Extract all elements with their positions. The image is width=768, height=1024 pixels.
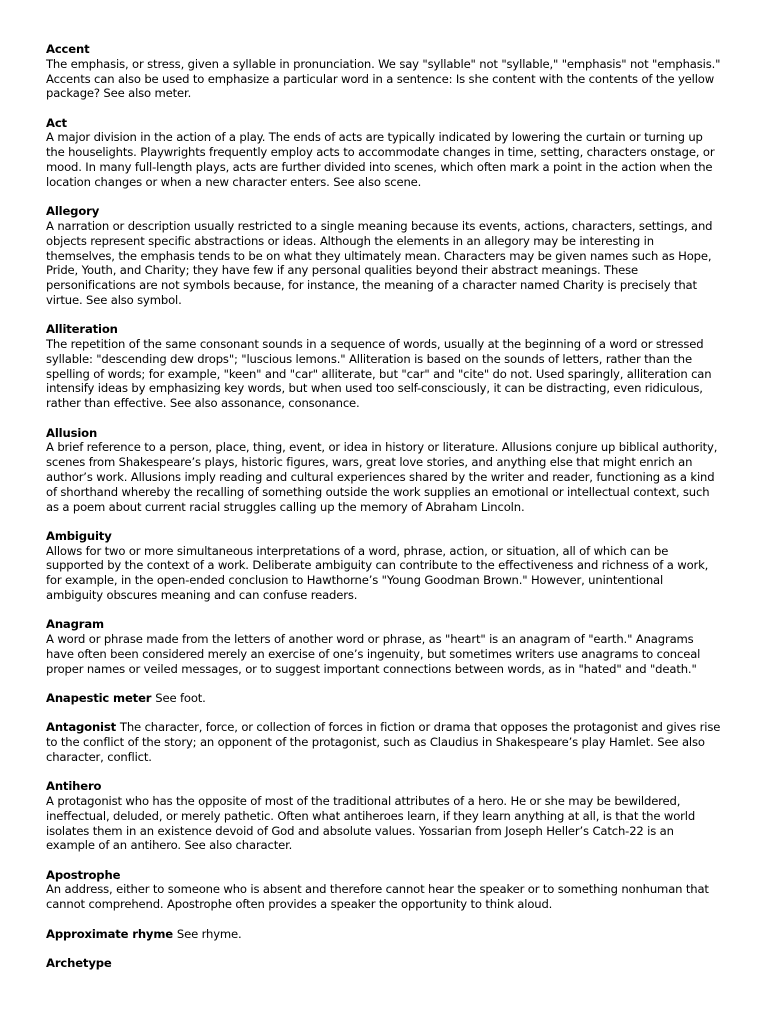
glossary-entry-antihero (46, 779, 722, 853)
term-heading: Allusion (46, 425, 98, 440)
term-definition: A brief reference to a person, place, thing, event, or idea in history or literature. Allusions conjure up biblical authority, scenes from Shakespeare’s plays, historic figures, wars, great love stories, and anything else that might enrich an author’s work. Allusions imply reading and cultural experiences shared by the writer and reader, functioning as a kind of shorthand whereby the recalling of something outside the work supplies an emotional or intellectual context, such as a poem about current racial struggles calling up the memory of Abraham Lincoln. (46, 440, 718, 514)
term-heading: Apostrophe (46, 867, 121, 882)
term-definition: A word or phrase made from the letters of another word or phrase, as "heart" is an anagram of "earth." Anagrams have often been considered merely an exercise of one’s ingenuity, but sometimes writers use anagrams to conceal proper names or veiled messages, or to suggest important connections between words, as in "hated" and "death." (46, 632, 701, 676)
glossary-entry-apostrophe (46, 868, 722, 912)
term-definition: The repetition of the same consonant sounds in a sequence of words, usually at the beginning of a word or stressed syllable: "descending dew drops"; "luscious lemons." Alliteration is based on the sounds of letters, rather than the spelling of words; for example, "keen" and "car" alliterate, but "car" and "cite" do not. Used sparingly, alliteration can intensify ideas by emphasizing key words, but when used too self-consciously, it can be distracting, even ridiculous, rather than effective. See also assonance, consonance. (46, 337, 712, 411)
glossary-page (46, 42, 722, 985)
glossary-entry-allusion (46, 426, 722, 515)
term-definition: The character, force, or collection of forces in fiction or drama that opposes the protagonist and gives rise to the conflict of the story; an opponent of the protagonist, such as Claudius in Shakespeare’s play Hamlet. See also character, conflict. (46, 720, 721, 764)
term-definition: See rhyme. (176, 926, 242, 941)
glossary-entry-archetype (46, 956, 722, 971)
term-heading: Archetype (46, 955, 112, 970)
term-definition: A protagonist who has the opposite of most of the traditional attributes of a hero. He or she may be bewildered, ineffectual, deluded, or merely pathetic. Often what antiheroes learn, if they learn anything at all, is that the world isolates them in an existence devoid of God and absolute values. Yossarian from Joseph Heller’s Catch-22 is an example of an antihero. See also character. (46, 793, 696, 853)
term-heading: Alliteration (46, 322, 118, 337)
glossary-entry-allegory (46, 204, 722, 308)
term-definition: A major division in the action of a play. The ends of acts are typically indicated by lowering the curtain or turning up the houselights. Playwrights frequently employ acts to accommodate changes in time, setting, characters onstage, or mood. In many full-length plays, acts are further divided into scenes, which often mark a point in the action when the location changes or when a new character enters. See also scene. (46, 130, 715, 189)
glossary-entry-ambiguity (46, 529, 722, 603)
glossary-entry-antagonist (46, 720, 722, 764)
glossary-entry-alliteration (46, 322, 722, 411)
term-definition: Allows for two or more simultaneous interpretations of a word, phrase, action, or situation, all of which can be supported by the context of a work. Deliberate ambiguity can contribute to the effectiveness and richness of a work, for example, in the open-ended conclusion to Hawthorne’s "Young Goodman Brown." However, unintentional ambiguity obscures meaning and can confuse readers. (46, 543, 709, 602)
term-definition: See foot. (155, 690, 206, 705)
term-heading: Antihero (46, 779, 102, 794)
glossary-entry-anagram (46, 617, 722, 676)
term-definition: The emphasis, or stress, given a syllable in pronunciation. We say "syllable" not "syllable," "emphasis" not "emphasis." Accents can also be used to emphasize a particular word in a sentence: Is she content with the contents of the yellow package? See also meter. (46, 56, 721, 101)
term-heading: Accent (46, 42, 90, 56)
term-heading: Act (46, 115, 67, 130)
term-heading: Anagram (46, 617, 104, 632)
glossary-entry-anapestic-meter (46, 691, 722, 706)
term-definition: An address, either to someone who is absent and therefore cannot hear the speaker or to something nonhuman that cannot comprehend. Apostrophe often provides a speaker the opportunity to think aloud. (46, 882, 709, 912)
glossary-entry-accent (46, 42, 722, 101)
term-definition: A narration or description usually restricted to a single meaning because its events, actions, characters, settings, and objects represent specific abstractions or ideas. Although the elements in an allegory may be interesting in themselves, the emphasis tends to be on what they ultimately mean. Characters may be given names such as Hope, Pride, Youth, and Charity; they have few if any personal qualities beyond their abstract meanings. These personifications are not symbols because, for instance, the meaning of a character named Charity is precisely that virtue. See also symbol. (46, 218, 713, 307)
term-heading: Approximate rhyme (46, 926, 177, 941)
term-heading: Allegory (46, 204, 100, 219)
term-heading: Antagonist (46, 720, 120, 735)
glossary-entry-act (46, 116, 722, 190)
term-heading: Ambiguity (46, 528, 112, 543)
glossary-entry-approximate-rhyme (46, 927, 722, 942)
term-heading: Anapestic meter (46, 690, 156, 705)
